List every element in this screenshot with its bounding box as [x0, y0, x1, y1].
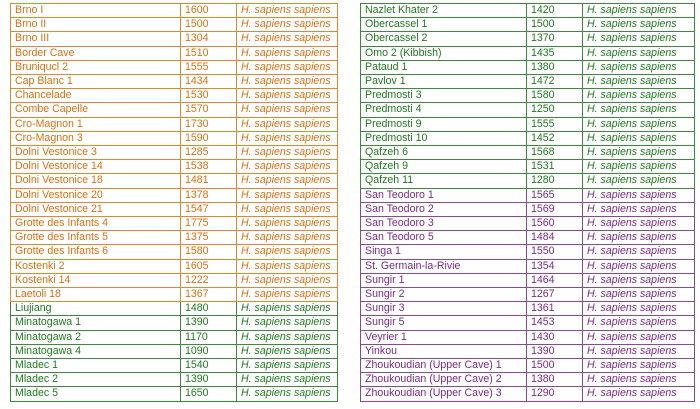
species-cell: H. sapiens sapiens — [583, 273, 695, 287]
specimen-name-cell: Dolni Vestonice 14 — [11, 160, 181, 174]
specimen-name-cell: Border Cave — [11, 46, 181, 60]
value-cell: 1464 — [527, 273, 583, 287]
species-cell: H. sapiens sapiens — [237, 231, 338, 245]
species-cell: H. sapiens sapiens — [237, 288, 338, 302]
species-cell: H. sapiens sapiens — [583, 46, 695, 60]
specimen-name-cell: Chancelade — [11, 89, 181, 103]
value-cell: 1650 — [181, 387, 237, 401]
table-row — [11, 344, 338, 358]
specimen-name-cell: Predmosti 9 — [361, 117, 527, 131]
table-body-left — [11, 4, 338, 402]
specimen-name-cell: Kostenki 2 — [11, 259, 181, 273]
specimen-name-cell: Kostenki 14 — [11, 273, 181, 287]
table-row — [11, 217, 338, 231]
table-row — [361, 89, 695, 103]
specimen-name-cell: Dolni Vestonice 21 — [11, 202, 181, 216]
table-row — [361, 359, 695, 373]
species-cell: H. sapiens sapiens — [237, 202, 338, 216]
specimen-table-right — [360, 3, 695, 402]
species-cell: H. sapiens sapiens — [237, 188, 338, 202]
species-cell: H. sapiens sapiens — [583, 373, 695, 387]
specimen-name-cell: Veyrier 1 — [361, 330, 527, 344]
table-row — [11, 373, 338, 387]
table-row — [361, 18, 695, 32]
specimen-name-cell: Obercassel 1 — [361, 18, 527, 32]
species-cell: H. sapiens sapiens — [583, 288, 695, 302]
table-row — [361, 288, 695, 302]
table-row — [361, 202, 695, 216]
value-cell: 1569 — [527, 202, 583, 216]
value-cell: 1170 — [181, 330, 237, 344]
species-cell: H. sapiens sapiens — [583, 75, 695, 89]
species-cell: H. sapiens sapiens — [583, 146, 695, 160]
value-cell: 1538 — [181, 160, 237, 174]
value-cell: 1775 — [181, 217, 237, 231]
value-cell: 1367 — [181, 288, 237, 302]
table-row — [11, 60, 338, 74]
value-cell: 1290 — [527, 387, 583, 401]
specimen-name-cell: Brno III — [11, 32, 181, 46]
species-cell: H. sapiens sapiens — [237, 32, 338, 46]
specimen-name-cell: Qafzeh 11 — [361, 174, 527, 188]
specimen-name-cell: Obercassel 2 — [361, 32, 527, 46]
species-cell: H. sapiens sapiens — [237, 146, 338, 160]
species-cell: H. sapiens sapiens — [583, 316, 695, 330]
table-row — [361, 373, 695, 387]
species-cell: H. sapiens sapiens — [583, 103, 695, 117]
specimen-name-cell: Dolni Vestonice 18 — [11, 174, 181, 188]
species-cell: H. sapiens sapiens — [237, 245, 338, 259]
value-cell: 1547 — [181, 202, 237, 216]
value-cell: 1580 — [181, 245, 237, 259]
value-cell: 1570 — [181, 103, 237, 117]
value-cell: 1500 — [181, 18, 237, 32]
specimen-name-cell: Omo 2 (Kibbish) — [361, 46, 527, 60]
species-cell: H. sapiens sapiens — [237, 160, 338, 174]
value-cell: 1600 — [181, 4, 237, 18]
value-cell: 1222 — [181, 273, 237, 287]
table-row — [361, 32, 695, 46]
species-cell: H. sapiens sapiens — [583, 188, 695, 202]
species-cell: H. sapiens sapiens — [583, 89, 695, 103]
species-cell: H. sapiens sapiens — [237, 89, 338, 103]
value-cell: 1390 — [181, 316, 237, 330]
value-cell: 1481 — [181, 174, 237, 188]
table-row — [11, 75, 338, 89]
species-cell: H. sapiens sapiens — [237, 60, 338, 74]
table-row — [361, 231, 695, 245]
table-row — [11, 302, 338, 316]
table-row — [361, 75, 695, 89]
species-cell: H. sapiens sapiens — [237, 273, 338, 287]
table-row — [11, 202, 338, 216]
species-cell: H. sapiens sapiens — [237, 387, 338, 401]
species-cell: H. sapiens sapiens — [237, 75, 338, 89]
species-cell: H. sapiens sapiens — [237, 316, 338, 330]
table-row — [11, 231, 338, 245]
table-row — [361, 146, 695, 160]
specimen-name-cell: Brno II — [11, 18, 181, 32]
specimen-name-cell: Zhoukoudian (Upper Cave) 1 — [361, 359, 527, 373]
specimen-name-cell: Cro-Magnon 3 — [11, 131, 181, 145]
specimen-name-cell: Yinkou — [361, 344, 527, 358]
table-row — [361, 217, 695, 231]
species-cell: H. sapiens sapiens — [583, 217, 695, 231]
value-cell: 1484 — [527, 231, 583, 245]
specimen-name-cell: Minatogawa 4 — [11, 344, 181, 358]
value-cell: 1730 — [181, 117, 237, 131]
table-row — [11, 316, 338, 330]
species-cell: H. sapiens sapiens — [583, 117, 695, 131]
value-cell: 1580 — [527, 89, 583, 103]
species-cell: H. sapiens sapiens — [237, 131, 338, 145]
table-row — [11, 46, 338, 60]
specimen-name-cell: Pataud 1 — [361, 60, 527, 74]
table-row — [11, 174, 338, 188]
table-row — [361, 46, 695, 60]
species-cell: H. sapiens sapiens — [237, 302, 338, 316]
species-cell: H. sapiens sapiens — [237, 259, 338, 273]
specimen-name-cell: Grotte des Infants 5 — [11, 231, 181, 245]
species-cell: H. sapiens sapiens — [583, 359, 695, 373]
species-cell: H. sapiens sapiens — [583, 302, 695, 316]
specimen-name-cell: Combe Capelle — [11, 103, 181, 117]
table-row — [11, 288, 338, 302]
table-row — [11, 330, 338, 344]
specimen-name-cell: Dolni Vestonice 20 — [11, 188, 181, 202]
table-row — [361, 245, 695, 259]
specimen-name-cell: Mladec 2 — [11, 373, 181, 387]
specimen-name-cell: Qafzeh 9 — [361, 160, 527, 174]
specimen-name-cell: San Teodoro 5 — [361, 231, 527, 245]
value-cell: 1452 — [527, 131, 583, 145]
species-cell: H. sapiens sapiens — [583, 330, 695, 344]
specimen-name-cell: Laetoli 18 — [11, 288, 181, 302]
value-cell: 1090 — [181, 344, 237, 358]
value-cell: 1480 — [181, 302, 237, 316]
specimen-name-cell: Nazlet Khater 2 — [361, 4, 527, 18]
species-cell: H. sapiens sapiens — [583, 4, 695, 18]
specimen-name-cell: Predmosti 10 — [361, 131, 527, 145]
specimen-name-cell: Minatogawa 1 — [11, 316, 181, 330]
value-cell: 1380 — [527, 373, 583, 387]
specimen-name-cell: San Teodoro 1 — [361, 188, 527, 202]
species-cell: H. sapiens sapiens — [237, 46, 338, 60]
table-row — [361, 117, 695, 131]
table-row — [361, 330, 695, 344]
value-cell: 1420 — [527, 4, 583, 18]
specimen-name-cell: Dolni Vestonice 3 — [11, 146, 181, 160]
value-cell: 1500 — [527, 18, 583, 32]
value-cell: 1250 — [527, 103, 583, 117]
value-cell: 1540 — [181, 359, 237, 373]
species-cell: H. sapiens sapiens — [583, 202, 695, 216]
value-cell: 1510 — [181, 46, 237, 60]
species-cell: H. sapiens sapiens — [237, 217, 338, 231]
specimen-name-cell: Predmosti 3 — [361, 89, 527, 103]
specimen-name-cell: Qafzeh 6 — [361, 146, 527, 160]
table-row — [11, 131, 338, 145]
table-row — [11, 160, 338, 174]
table-row — [11, 18, 338, 32]
value-cell: 1605 — [181, 259, 237, 273]
table-row — [361, 387, 695, 401]
species-cell: H. sapiens sapiens — [237, 18, 338, 32]
value-cell: 1555 — [527, 117, 583, 131]
table-row — [11, 273, 338, 287]
species-cell: H. sapiens sapiens — [237, 373, 338, 387]
specimen-name-cell: Liujiang — [11, 302, 181, 316]
value-cell: 1500 — [527, 359, 583, 373]
specimen-name-cell: Bruniqucl 2 — [11, 60, 181, 74]
value-cell: 1435 — [527, 46, 583, 60]
table-row — [361, 60, 695, 74]
value-cell: 1434 — [181, 75, 237, 89]
value-cell: 1565 — [527, 188, 583, 202]
table-row — [11, 103, 338, 117]
species-cell: H. sapiens sapiens — [237, 4, 338, 18]
specimen-name-cell: Predmosti 4 — [361, 103, 527, 117]
species-cell: H. sapiens sapiens — [583, 174, 695, 188]
species-cell: H. sapiens sapiens — [237, 117, 338, 131]
specimen-name-cell: Grotte des Infants 6 — [11, 245, 181, 259]
table-row — [361, 188, 695, 202]
species-cell: H. sapiens sapiens — [583, 231, 695, 245]
value-cell: 1390 — [181, 373, 237, 387]
table-row — [361, 131, 695, 145]
species-cell: H. sapiens sapiens — [583, 344, 695, 358]
table-row — [361, 160, 695, 174]
species-cell: H. sapiens sapiens — [583, 245, 695, 259]
species-cell: H. sapiens sapiens — [583, 131, 695, 145]
table-row — [11, 387, 338, 401]
specimen-name-cell: Grotte des Infants 4 — [11, 217, 181, 231]
value-cell: 1370 — [527, 32, 583, 46]
specimen-name-cell: Zhoukoudian (Upper Cave) 3 — [361, 387, 527, 401]
species-cell: H. sapiens sapiens — [583, 160, 695, 174]
specimen-name-cell: Sungir 5 — [361, 316, 527, 330]
value-cell: 1472 — [527, 75, 583, 89]
value-cell: 1550 — [527, 245, 583, 259]
specimen-name-cell: St. Germain-la-Rivie — [361, 259, 527, 273]
value-cell: 1380 — [527, 60, 583, 74]
table-row — [361, 259, 695, 273]
table-row — [11, 146, 338, 160]
table-row — [361, 103, 695, 117]
value-cell: 1378 — [181, 188, 237, 202]
species-cell: H. sapiens sapiens — [237, 344, 338, 358]
value-cell: 1280 — [527, 174, 583, 188]
table-row — [361, 302, 695, 316]
value-cell: 1590 — [181, 131, 237, 145]
specimen-name-cell: Brno I — [11, 4, 181, 18]
table-row — [11, 4, 338, 18]
table-row — [11, 32, 338, 46]
specimen-name-cell: Mladec 5 — [11, 387, 181, 401]
value-cell: 1390 — [527, 344, 583, 358]
table-row — [11, 89, 338, 103]
table-row — [11, 259, 338, 273]
species-cell: H. sapiens sapiens — [583, 32, 695, 46]
species-cell: H. sapiens sapiens — [237, 330, 338, 344]
species-cell: H. sapiens sapiens — [237, 359, 338, 373]
specimen-name-cell: Sungir 2 — [361, 288, 527, 302]
specimen-table-left — [10, 3, 338, 402]
species-cell: H. sapiens sapiens — [237, 103, 338, 117]
value-cell: 1560 — [527, 217, 583, 231]
value-cell: 1568 — [527, 146, 583, 160]
table-row — [11, 359, 338, 373]
value-cell: 1555 — [181, 60, 237, 74]
table-row — [361, 316, 695, 330]
specimen-name-cell: San Teodoro 2 — [361, 202, 527, 216]
specimen-name-cell: Minatogawa 2 — [11, 330, 181, 344]
specimen-name-cell: Singa 1 — [361, 245, 527, 259]
specimen-name-cell: Sungir 1 — [361, 273, 527, 287]
specimen-name-cell: Mladec 1 — [11, 359, 181, 373]
value-cell: 1304 — [181, 32, 237, 46]
table-row — [11, 117, 338, 131]
table-row — [361, 174, 695, 188]
species-cell: H. sapiens sapiens — [583, 387, 695, 401]
table-row — [11, 188, 338, 202]
value-cell: 1530 — [181, 89, 237, 103]
species-cell: H. sapiens sapiens — [237, 174, 338, 188]
species-cell: H. sapiens sapiens — [583, 259, 695, 273]
value-cell: 1354 — [527, 259, 583, 273]
table-row — [361, 344, 695, 358]
value-cell: 1375 — [181, 231, 237, 245]
specimen-name-cell: Cap Blanc 1 — [11, 75, 181, 89]
specimen-name-cell: Zhoukoudian (Upper Cave) 2 — [361, 373, 527, 387]
table-row — [361, 273, 695, 287]
value-cell: 1361 — [527, 302, 583, 316]
value-cell: 1430 — [527, 330, 583, 344]
specimen-name-cell: Sungir 3 — [361, 302, 527, 316]
table-body-right — [361, 4, 695, 402]
value-cell: 1267 — [527, 288, 583, 302]
table-row — [361, 4, 695, 18]
species-cell: H. sapiens sapiens — [583, 18, 695, 32]
value-cell: 1531 — [527, 160, 583, 174]
specimen-name-cell: Pavlov 1 — [361, 75, 527, 89]
species-cell: H. sapiens sapiens — [583, 60, 695, 74]
value-cell: 1453 — [527, 316, 583, 330]
specimen-name-cell: San Teodoro 3 — [361, 217, 527, 231]
specimen-name-cell: Cro-Magnon 1 — [11, 117, 181, 131]
value-cell: 1285 — [181, 146, 237, 160]
table-row — [11, 245, 338, 259]
